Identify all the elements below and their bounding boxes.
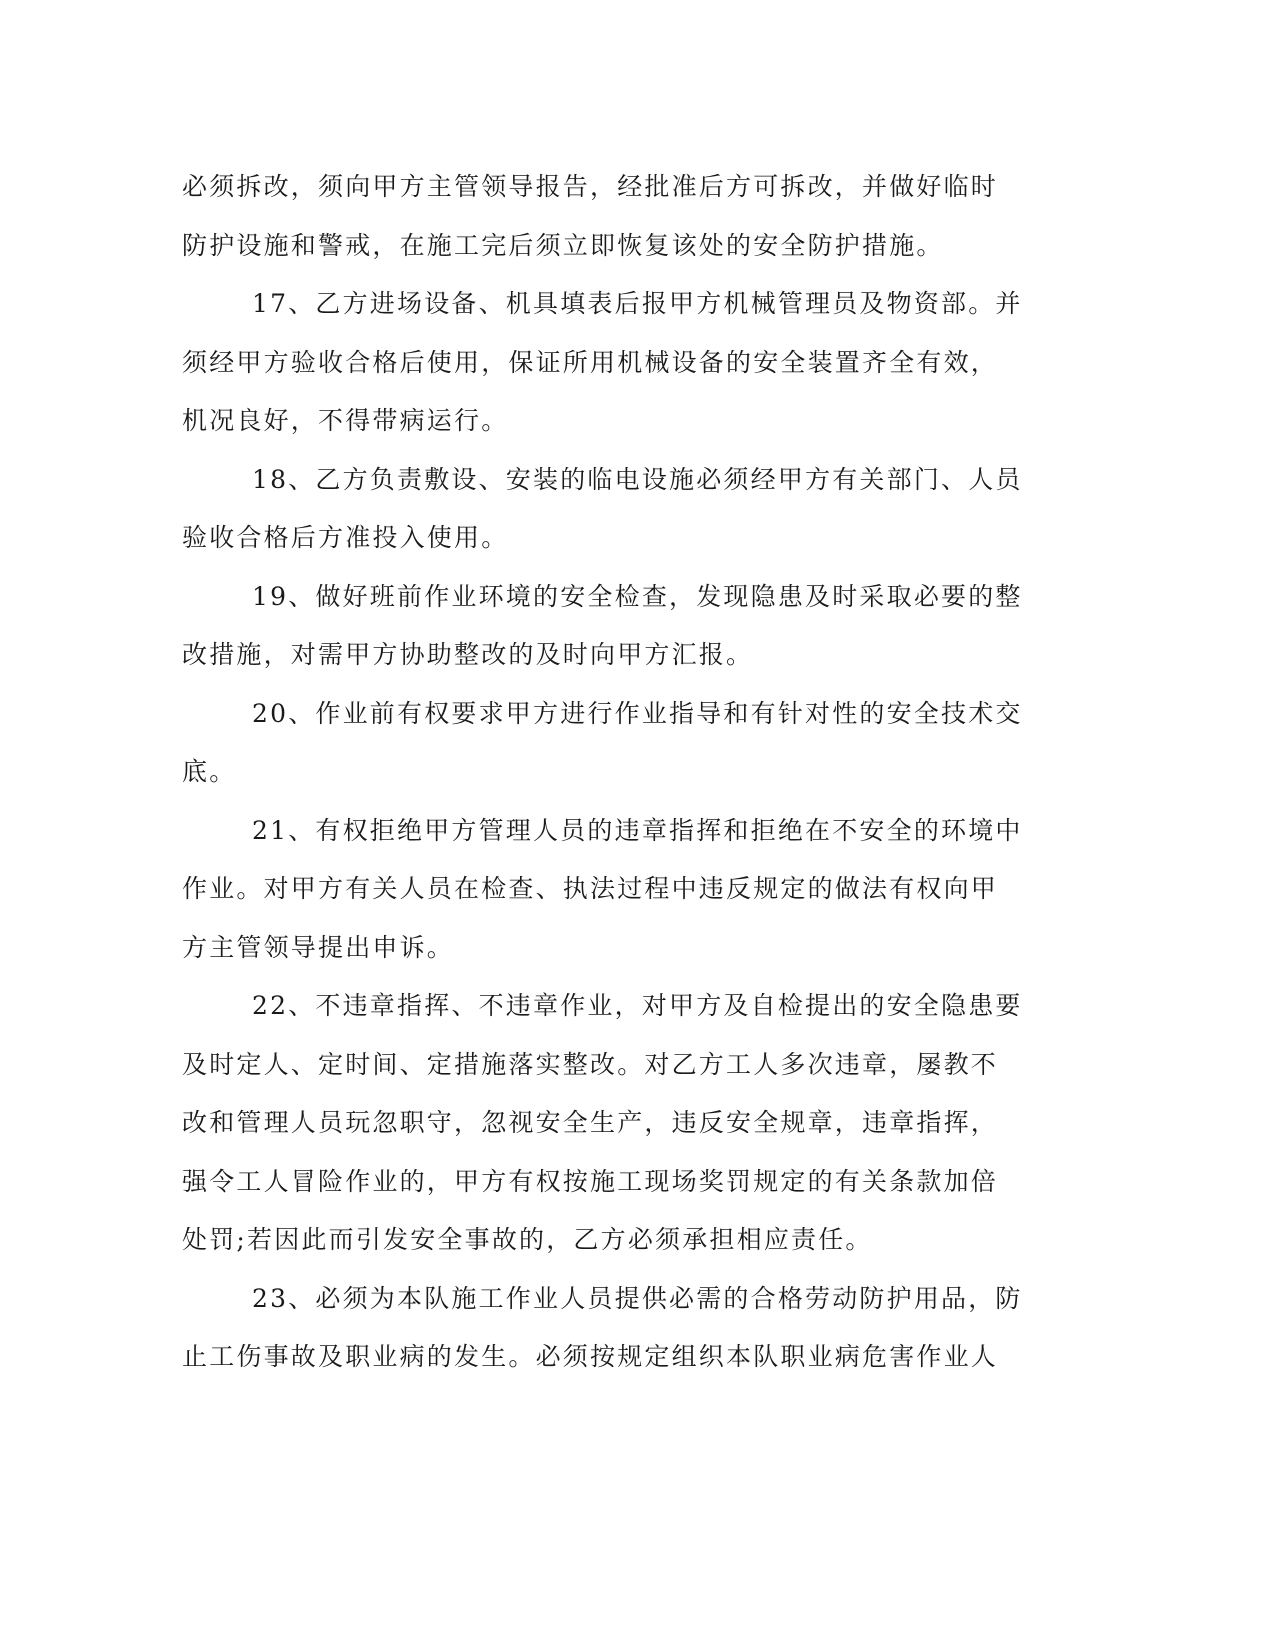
text-line: 及时定人、定时间、定措施落实整改。对乙方工人多次违章，屡教不 [182, 1049, 999, 1079]
paragraph-22 [182, 977, 1042, 1270]
paragraph-18 [182, 451, 1042, 568]
text-line: 23、必须为本队施工作业人员提供必需的合格劳动防护用品，防 [252, 1283, 1023, 1313]
document-body [182, 158, 1042, 1387]
paragraph-16-continued [182, 158, 1042, 275]
paragraph-21 [182, 802, 1042, 978]
text-line: 止工伤事故及职业病的发生。必须按规定组织本队职业病危害作业人 [182, 1342, 999, 1371]
text-line: 改措施，对需甲方协助整改的及时向甲方汇报。 [182, 640, 754, 669]
paragraph-17 [182, 275, 1042, 451]
text-line: 作业。对甲方有关人员在检查、执法过程中违反规定的做法有权向甲 [182, 874, 999, 903]
text-line: 20、作业前有权要求甲方进行作业指导和有针对性的安全技术交 [252, 698, 1023, 728]
text-line: 底。 [182, 757, 237, 786]
text-line: 22、不违章指挥、不违章作业，对甲方及自检提出的安全隐患要 [252, 991, 1023, 1020]
text-line: 机况良好，不得带病运行。 [182, 406, 509, 435]
text-line: 改和管理人员玩忽职守，忽视安全生产，违反安全规章，违章指挥， [182, 1108, 999, 1137]
paragraph-23 [182, 1270, 1042, 1387]
text-line: 17、乙方进场设备、机具填表后报甲方机械管理员及物资部。并 [252, 289, 1023, 318]
paragraph-19 [182, 568, 1042, 685]
text-line: 21、有权拒绝甲方管理人员的违章指挥和拒绝在不安全的环境中 [252, 815, 1023, 845]
text-line: 验收合格后方准投入使用。 [182, 523, 509, 552]
text-line: 方主管领导提出申诉。 [182, 932, 455, 962]
text-line: 18、乙方负责敷设、安装的临电设施必须经甲方有关部门、人员 [252, 464, 1023, 494]
text-line: 强令工人冒险作业的，甲方有权按施工现场奖罚规定的有关条款加倍 [182, 1166, 999, 1196]
text-line: 必须拆改，须向甲方主管领导报告，经批准后方可拆改，并做好临时 [182, 172, 999, 201]
text-line: 19、做好班前作业环境的安全检查，发现隐患及时采取必要的整 [252, 581, 1023, 611]
text-line: 防护设施和警戒，在施工完后须立即恢复该处的安全防护措施。 [182, 230, 944, 260]
text-line: 须经甲方验收合格后使用，保证所用机械设备的安全装置齐全有效， [182, 347, 999, 377]
paragraph-20 [182, 685, 1042, 802]
text-line: 处罚;若因此而引发安全事故的，乙方必须承担相应责任。 [182, 1225, 873, 1254]
